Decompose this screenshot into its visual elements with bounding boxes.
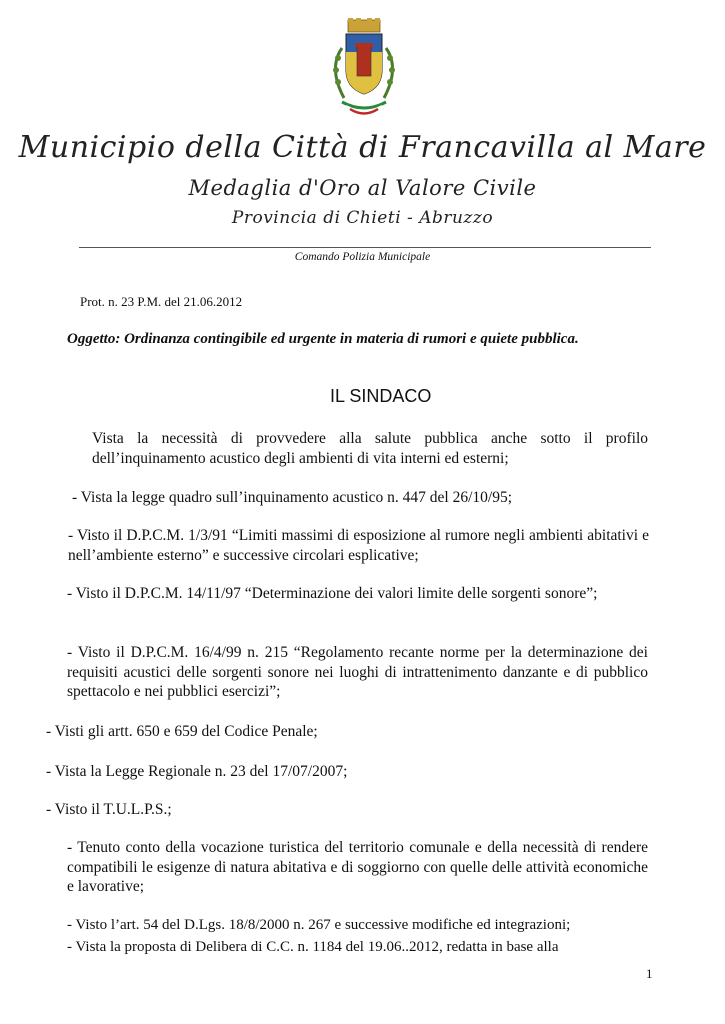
header-divider	[79, 247, 651, 248]
paragraph: - Visto il D.P.C.M. 16/4/99 n. 215 “Regolamento recante norme per la determinazione dei requisiti acustici delle sorgenti sonore nei luoghi di intrattenimento danzante e di pubblico spettacolo e nei pubblici esercizi”;	[67, 644, 648, 700]
paragraph: - Tenuto conto della vocazione turistica del territorio comunale e della necessità di rendere compatibili le esigenze di natura abitativa e di soggiorno con quelle delle attività economiche e lavorative;	[67, 839, 648, 895]
department-name: Comando Polizia Municipale	[294, 251, 431, 263]
paragraph: - Visto il D.P.C.M. 14/11/97 “Determinazione dei valori limite delle sorgenti sonore”;	[67, 585, 598, 602]
municipality-title: Municipio della Città di Francavilla al Mare	[18, 130, 707, 165]
paragraph: - Visto il T.U.L.P.S.;	[46, 801, 172, 818]
medal-subtitle: Medaglia d'Oro al Valore Civile	[188, 176, 537, 200]
coat-of-arms-icon	[318, 18, 410, 118]
page-number: 1	[646, 966, 653, 981]
paragraph: - Visto il D.P.C.M. 1/3/91 “Limiti massimi di esposizione al rumore negli ambienti abitativi e nell’ambiente esterno” e successive circolari esplicative;	[68, 527, 649, 564]
paragraph: Vista la necessità di provvedere alla salute pubblica anche sotto il profilo dell’inquinamento acustico degli ambienti di vita interni ed esterni;	[92, 430, 648, 467]
protocol-number: Prot. n. 23 P.M. del 21.06.2012	[80, 294, 243, 309]
province-subtitle: Provincia di Chieti - Abruzzo	[231, 208, 494, 228]
paragraph: - Vista la legge quadro sull’inquinamento acustico n. 447 del 26/10/95;	[72, 489, 513, 506]
paragraph: - Visto l’art. 54 del D.Lgs. 18/8/2000 n. 267 e successive modifiche ed integrazioni;	[67, 917, 571, 933]
paragraph: - Visti gli artt. 650 e 659 del Codice Penale;	[46, 723, 318, 740]
subject-line: Oggetto: Ordinanza contingibile ed urgente in materia di rumori e quiete pubblica.	[67, 331, 579, 347]
document-heading: IL SINDACO	[330, 386, 432, 406]
municipal-crest	[318, 18, 410, 118]
paragraph: - Vista la Legge Regionale n. 23 del 17/07/2007;	[46, 763, 348, 780]
paragraph: - Vista la proposta di Delibera di C.C. n. 1184 del 19.06..2012, redatta in base alla	[67, 939, 559, 955]
